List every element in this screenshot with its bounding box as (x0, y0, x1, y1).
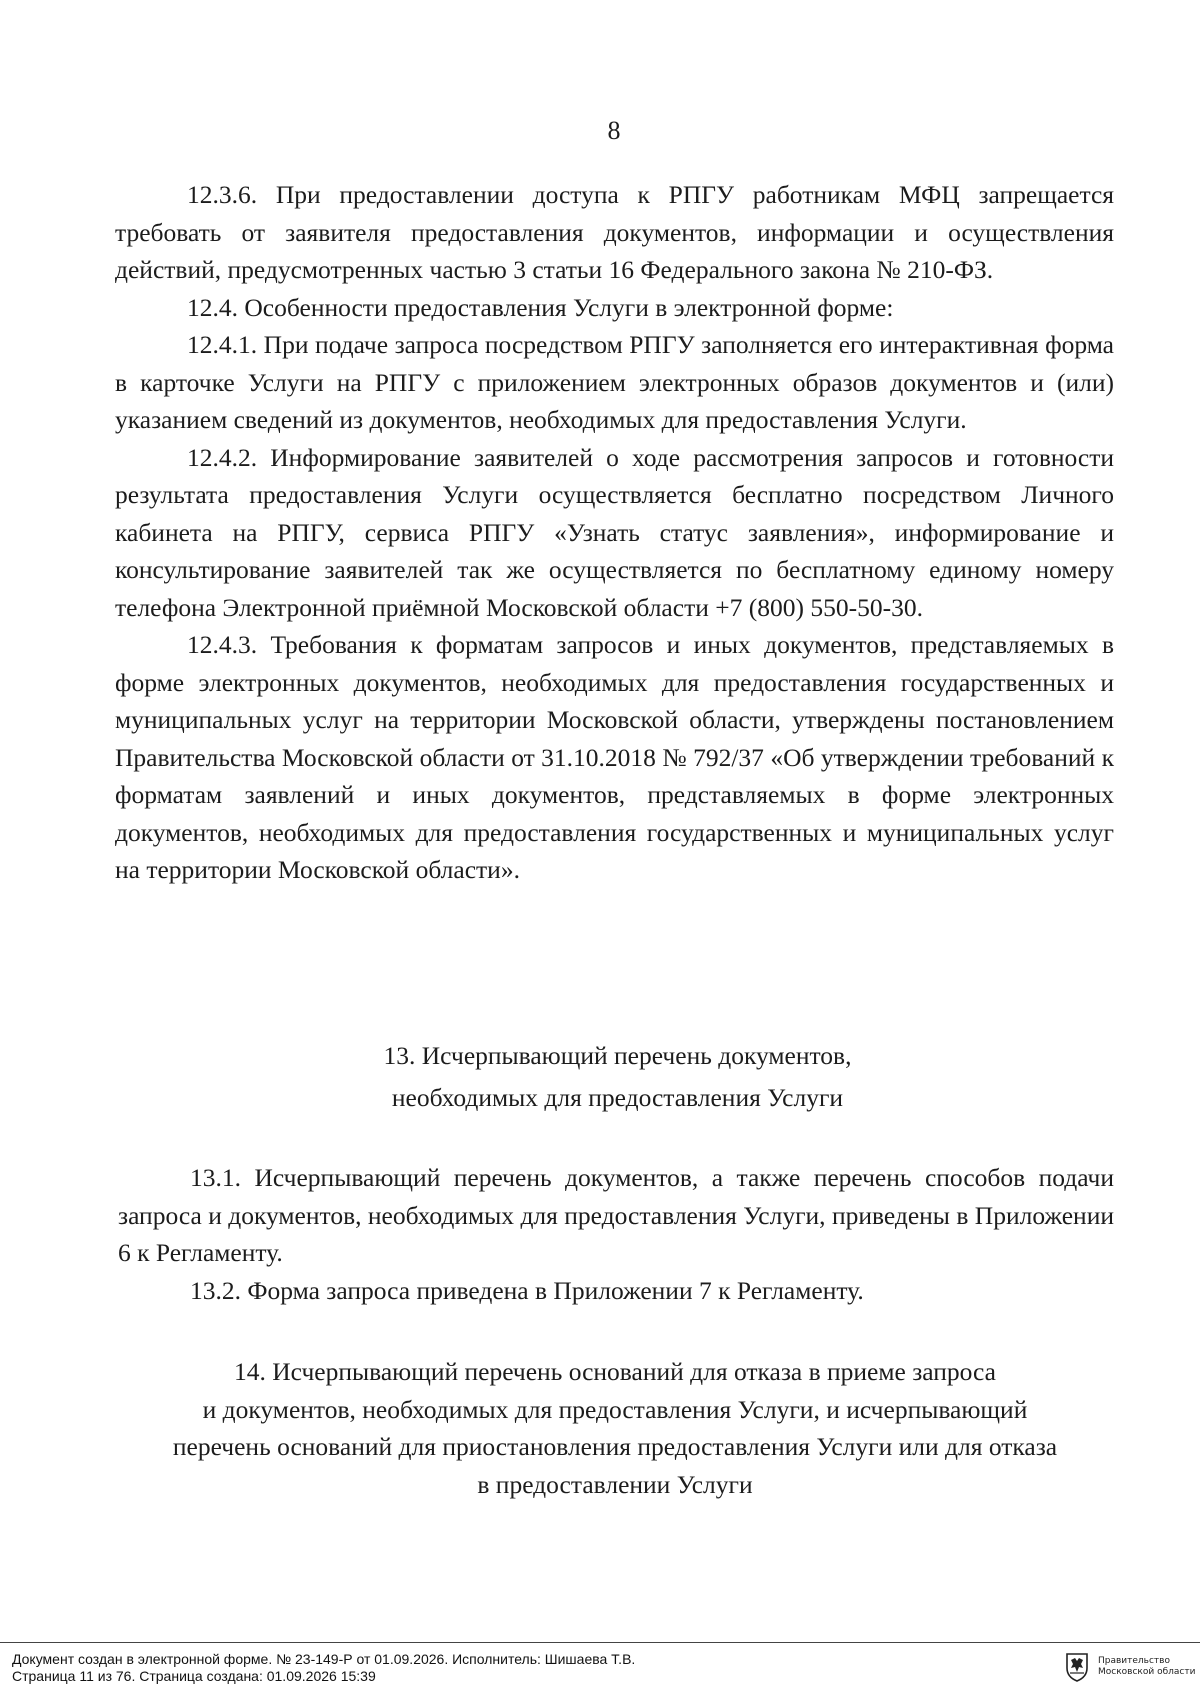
section-14-heading (115, 1353, 1115, 1503)
logo-text-line2: Московской области (1098, 1667, 1196, 1677)
government-logo (1064, 1652, 1195, 1682)
paragraph-13-1: 13.1. Исчерпывающий перечень документов, а также перечень способов подачи запроса и документов, необходимых для предоставления Услуги, приведены в Приложении 6 к Регламенту. (118, 1163, 1114, 1267)
page-number: 8 (607, 116, 621, 145)
section-13-heading (0, 1035, 1200, 1119)
logo-text-line1: Правительство (1098, 1656, 1170, 1666)
paragraph-12-4: 12.4. Особенности предоставления Услуги в электронной форме: (187, 292, 894, 322)
section-13-body (118, 1159, 1114, 1309)
coat-of-arms-icon (1064, 1652, 1090, 1682)
footer-divider (0, 1642, 1200, 1643)
section-13-title-line1: 13. Исчерпывающий перечень документов, (383, 1041, 852, 1070)
footer-line1: Документ создан в электронной форме. № 23-149-Р от 01.09.2026. Исполнитель: Шишаева Т.В. (12, 1651, 636, 1667)
section-13-title-line2: необходимых для предоставления Услуги (391, 1083, 844, 1112)
logo-text (1098, 1656, 1195, 1678)
document-body (115, 176, 1114, 889)
section-14-title-line2: и документов, необходимых для предоставления Услуги, и исчерпывающий (202, 1394, 1028, 1424)
footer-line2: Страница 11 из 76. Страница создана: 01.09.2026 15:39 (12, 1668, 376, 1684)
paragraph-12-4-1: 12.4.1. При подаче запроса посредством РПГУ заполняется его интерактивная форма в карточке Услуги на РПГУ с приложением электронных образов документов и (или) указанием сведений из документов, необходимых для предоставления Услуги. (115, 330, 1114, 434)
paragraph-13-2: 13.2. Форма запроса приведена в Приложении 7 к Регламенту. (190, 1275, 864, 1305)
paragraph-12-3-6: 12.3.6. При предоставлении доступа к РПГУ работникам МФЦ запрещается требовать от заявителя предоставления документов, информации и осуществления действий, предусмотренных частью 3 статьи 16 Федерального закона № 210-ФЗ. (115, 180, 1114, 284)
paragraph-12-4-2: 12.4.2. Информирование заявителей о ходе рассмотрения запросов и готовности результата предоставления Услуги осуществляется бесплатно посредством Личного кабинета на РПГУ, сервиса РПГУ «Узнать статус заявления», информирование и консультирование заявителей так же осуществляется по бесплатному единому номеру телефона Электронной приёмной Московской области +7 (800) 550-50-30. (115, 442, 1114, 622)
section-14-title-line1: 14. Исчерпывающий перечень оснований для отказа в приеме запроса (234, 1357, 996, 1386)
section-14-title-line3: перечень оснований для приостановления предоставления Услуги или для отказа (172, 1432, 1058, 1461)
paragraph-12-4-3: 12.4.3. Требования к форматам запросов и иных документов, представляемых в форме электронных документов, необходимых для предоставления государственных и муниципальных услуг на территории Московской области, утверждены постановлением Правительства Московской области от 31.10.2018 № 792/37 «Об утверждении требований к форматам заявлений и иных документов, представляемых в форме электронных документов, необходимых для предоставления государственных и муниципальных услуг на территории Московской области». (115, 630, 1114, 884)
footer-info (12, 1651, 635, 1685)
section-14-title-line4: в предоставлении Услуги (477, 1469, 753, 1499)
